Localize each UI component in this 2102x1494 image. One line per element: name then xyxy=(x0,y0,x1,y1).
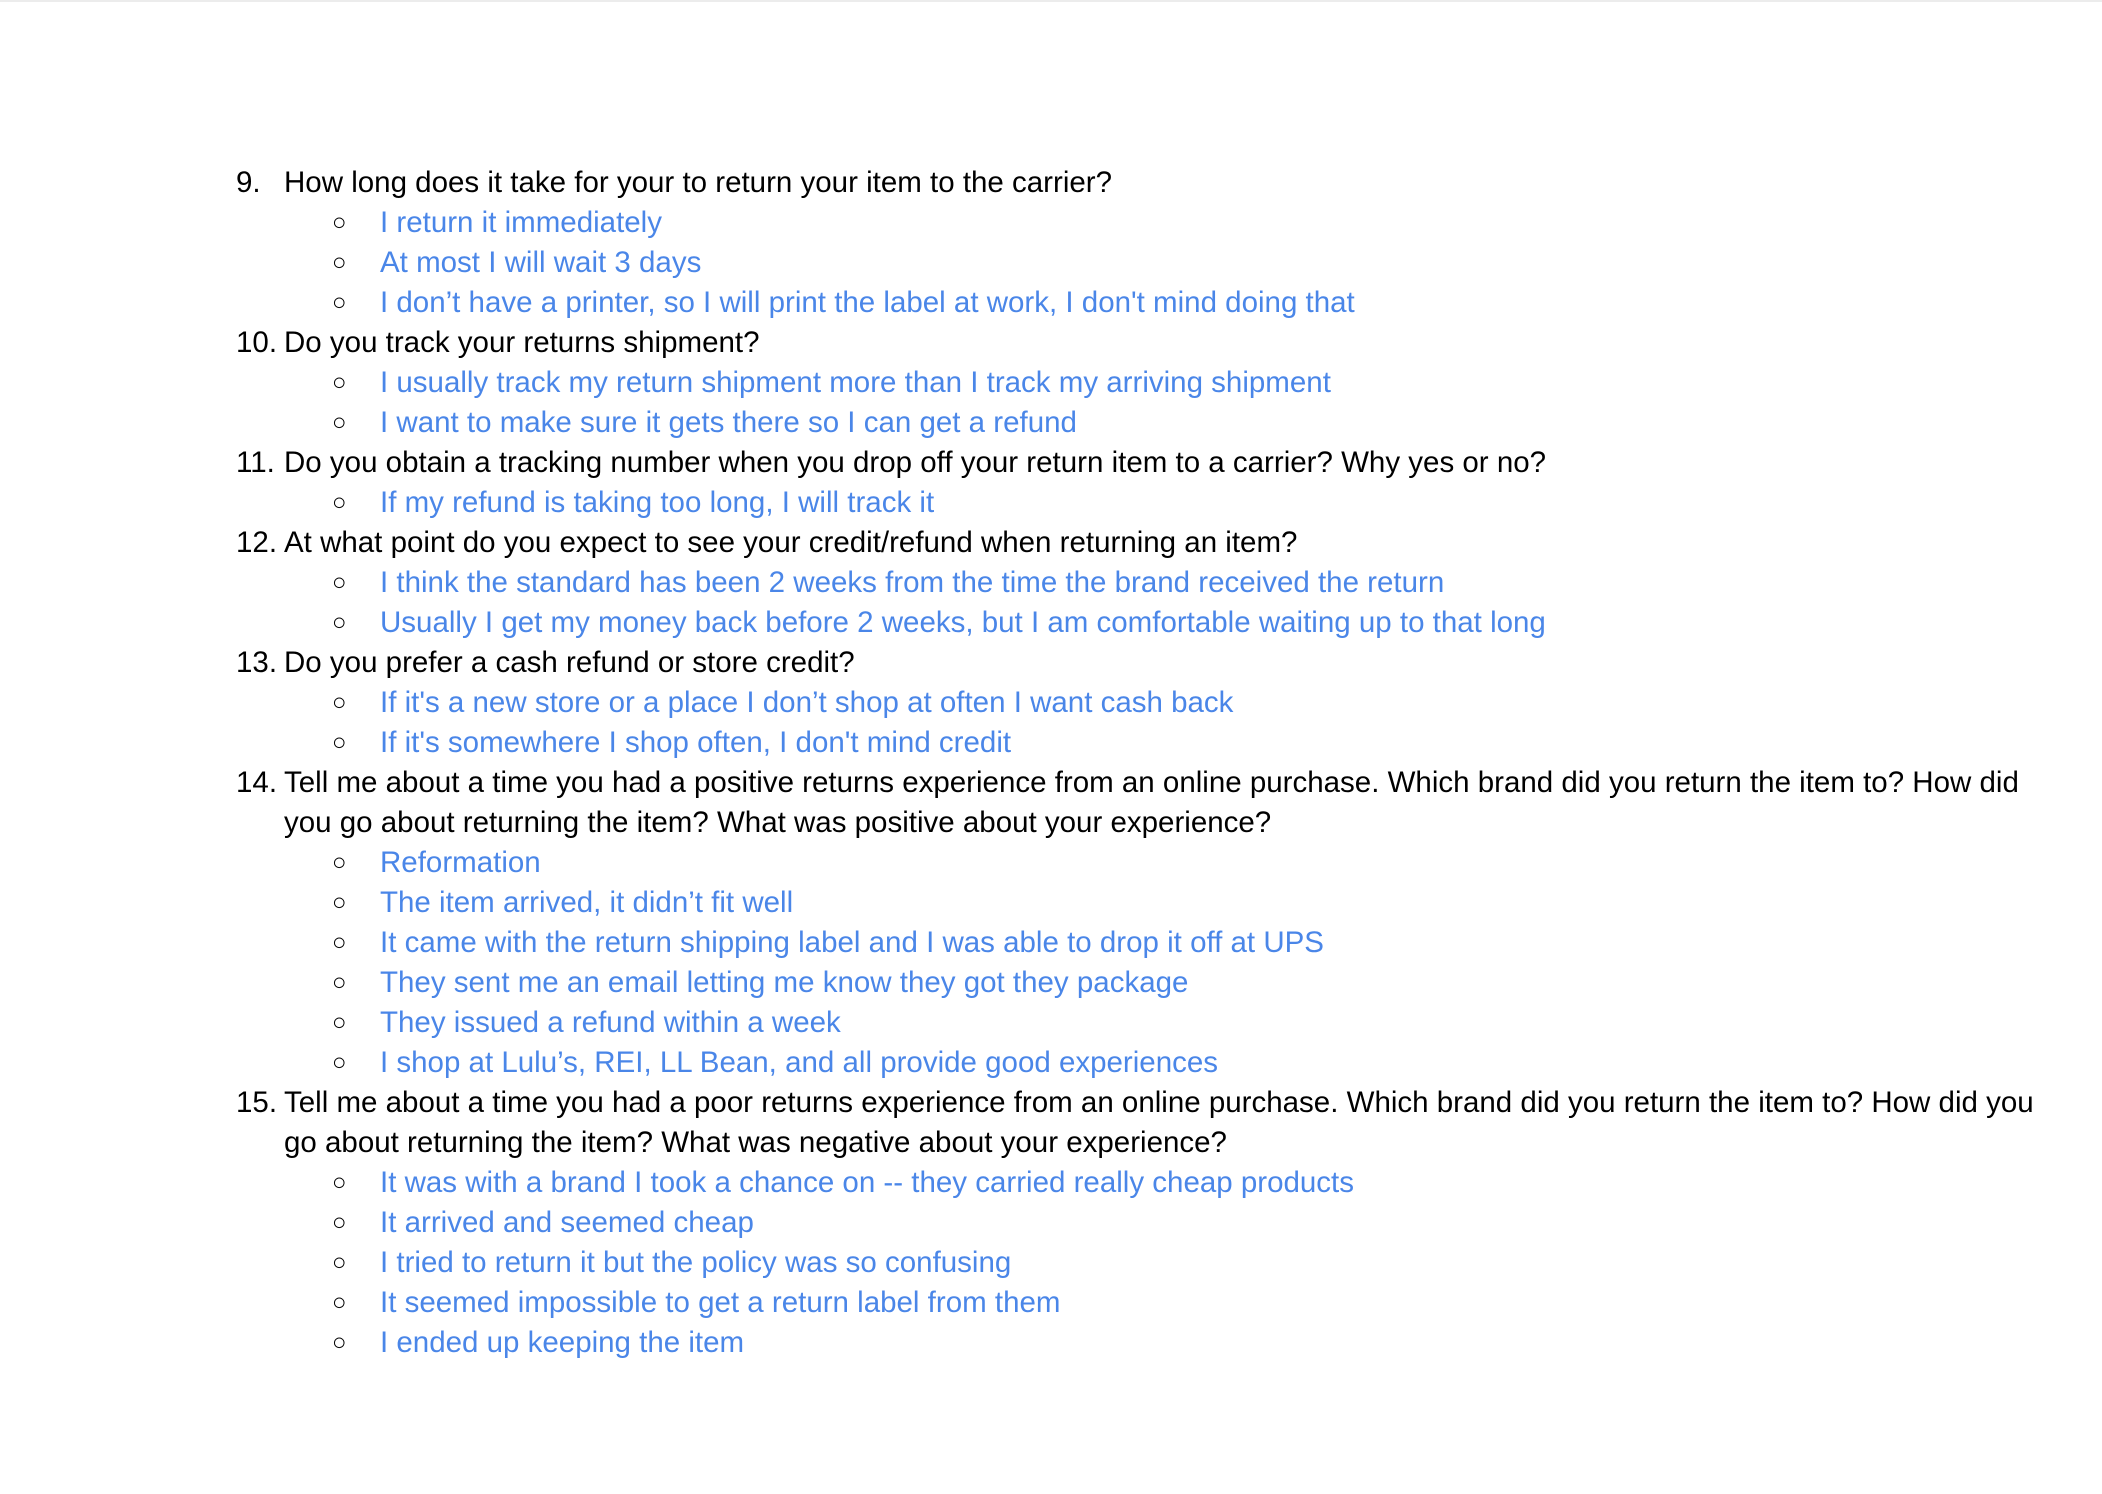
hollow-circle-bullet-icon: ○ xyxy=(332,249,347,276)
answer-text: I tried to return it but the policy was so confusing xyxy=(380,1246,1012,1279)
hollow-circle-bullet-icon: ○ xyxy=(332,1009,347,1036)
question-number: 15. xyxy=(236,1086,278,1119)
answer-text: I think the standard has been 2 weeks from the time the brand received the return xyxy=(380,566,1445,599)
answer-item xyxy=(332,843,2056,883)
question-item xyxy=(236,643,2056,683)
answer-text: They sent me an email letting me know they got they package xyxy=(380,966,1189,999)
answer-text: It was with a brand I took a chance on -- they carried really cheap products xyxy=(380,1166,1355,1199)
hollow-circle-bullet-icon: ○ xyxy=(332,1209,347,1236)
hollow-circle-bullet-icon: ○ xyxy=(332,1169,347,1196)
hollow-circle-bullet-icon: ○ xyxy=(332,569,347,596)
answer-item xyxy=(332,1283,2056,1323)
answer-text: I return it immediately xyxy=(380,206,662,239)
hollow-circle-bullet-icon: ○ xyxy=(332,849,347,876)
question-item xyxy=(236,323,2056,363)
question-item xyxy=(236,443,2056,483)
answer-text: It came with the return shipping label and I was able to drop it off at UPS xyxy=(380,926,1324,959)
answer-text: I usually track my return shipment more than I track my arriving shipment xyxy=(380,366,1331,399)
answer-item xyxy=(332,683,2056,723)
question-text: Tell me about a time you had a poor returns experience from an online purchase. Which brand did you return the item to? How did you go about returning the item? What was negative about your experience? xyxy=(284,1086,2034,1159)
question-number: 10. xyxy=(236,326,278,359)
answer-text: I ended up keeping the item xyxy=(380,1326,745,1359)
hollow-circle-bullet-icon: ○ xyxy=(332,1329,347,1356)
answer-text: I don’t have a printer, so I will print the label at work, I don't mind doing that xyxy=(380,286,1355,319)
interview-notes-list xyxy=(236,163,2056,1363)
hollow-circle-bullet-icon: ○ xyxy=(332,929,347,956)
question-item xyxy=(236,1083,2056,1163)
answer-item xyxy=(332,883,2056,923)
question-item xyxy=(236,163,2056,203)
question-text: Tell me about a time you had a positive returns experience from an online purchase. Which brand did you return the item to? How did you go about returning the item? What was positive about your experience? xyxy=(284,766,2019,839)
answer-item xyxy=(332,1163,2056,1203)
hollow-circle-bullet-icon: ○ xyxy=(332,489,347,516)
question-number: 14. xyxy=(236,766,278,799)
hollow-circle-bullet-icon: ○ xyxy=(332,409,347,436)
answer-text: Reformation xyxy=(380,846,541,879)
answer-text: If it's a new store or a place I don’t shop at often I want cash back xyxy=(380,686,1234,719)
answer-item xyxy=(332,363,2056,403)
answer-item xyxy=(332,243,2056,283)
hollow-circle-bullet-icon: ○ xyxy=(332,609,347,636)
answer-item xyxy=(332,1003,2056,1043)
answer-text: I want to make sure it gets there so I can get a refund xyxy=(380,406,1077,439)
question-number: 13. xyxy=(236,646,278,679)
question-number: 12. xyxy=(236,526,278,559)
answer-item xyxy=(332,603,2056,643)
question-text: At what point do you expect to see your credit/refund when returning an item? xyxy=(284,526,1298,559)
answer-item xyxy=(332,203,2056,243)
question-text: Do you track your returns shipment? xyxy=(284,326,760,359)
answer-text: The item arrived, it didn’t fit well xyxy=(380,886,794,919)
answer-item xyxy=(332,1243,2056,1283)
hollow-circle-bullet-icon: ○ xyxy=(332,1249,347,1276)
answer-item xyxy=(332,963,2056,1003)
answer-item xyxy=(332,483,2056,523)
answer-item xyxy=(332,283,2056,323)
answer-item xyxy=(332,563,2056,603)
hollow-circle-bullet-icon: ○ xyxy=(332,729,347,756)
hollow-circle-bullet-icon: ○ xyxy=(332,689,347,716)
answer-item xyxy=(332,403,2056,443)
answer-text: Usually I get my money back before 2 weeks, but I am comfortable waiting up to that long xyxy=(380,606,1546,639)
hollow-circle-bullet-icon: ○ xyxy=(332,889,347,916)
hollow-circle-bullet-icon: ○ xyxy=(332,969,347,996)
answer-text: At most I will wait 3 days xyxy=(380,246,702,279)
question-text: Do you obtain a tracking number when you drop off your return item to a carrier? Why yes or no? xyxy=(284,446,1547,479)
answer-text: It arrived and seemed cheap xyxy=(380,1206,754,1239)
hollow-circle-bullet-icon: ○ xyxy=(332,289,347,316)
question-item xyxy=(236,523,2056,563)
answer-text: If my refund is taking too long, I will track it xyxy=(380,486,935,519)
answer-text: I shop at Lulu’s, REI, LL Bean, and all provide good experiences xyxy=(380,1046,1219,1079)
hollow-circle-bullet-icon: ○ xyxy=(332,1289,347,1316)
answer-item xyxy=(332,723,2056,763)
question-number: 9. xyxy=(236,166,261,199)
hollow-circle-bullet-icon: ○ xyxy=(332,369,347,396)
page-top-edge xyxy=(0,0,2102,2)
question-number: 11. xyxy=(236,446,275,479)
answer-item xyxy=(332,1203,2056,1243)
answer-item xyxy=(332,1043,2056,1083)
hollow-circle-bullet-icon: ○ xyxy=(332,209,347,236)
question-text: Do you prefer a cash refund or store credit? xyxy=(284,646,855,679)
question-text: How long does it take for your to return your item to the carrier? xyxy=(284,166,1113,199)
answer-text: It seemed impossible to get a return label from them xyxy=(380,1286,1061,1319)
answer-text: They issued a refund within a week xyxy=(380,1006,841,1039)
answer-text: If it's somewhere I shop often, I don't mind credit xyxy=(380,726,1012,759)
answer-item xyxy=(332,1323,2056,1363)
hollow-circle-bullet-icon: ○ xyxy=(332,1049,347,1076)
answer-item xyxy=(332,923,2056,963)
question-item xyxy=(236,763,2056,843)
